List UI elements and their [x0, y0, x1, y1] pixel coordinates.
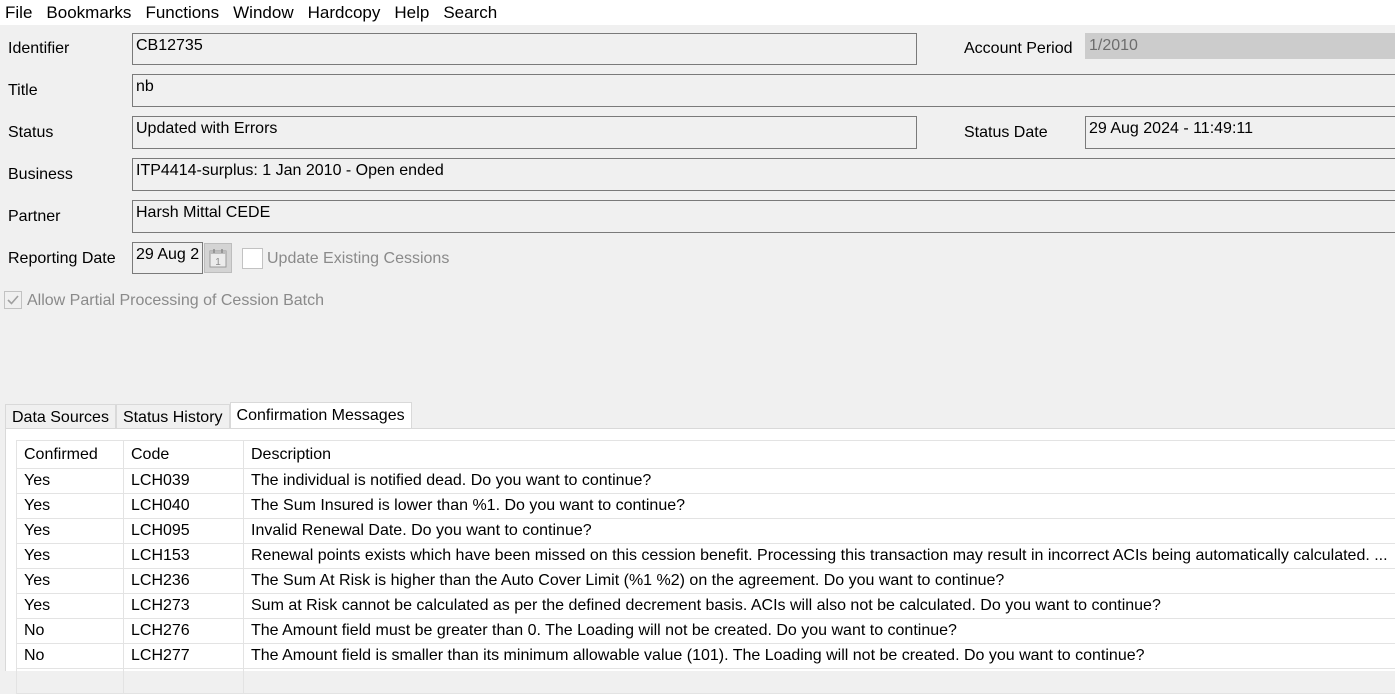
calendar-icon	[209, 248, 227, 268]
allow-partial-checkbox[interactable]	[4, 291, 22, 309]
cell-code: LCH153	[124, 544, 244, 569]
status-date-field: 29 Aug 2024 - 11:49:11	[1085, 116, 1395, 149]
identifier-field[interactable]: CB12735	[132, 33, 917, 65]
cell-confirmed: Yes	[17, 594, 124, 619]
cell-confirmed: No	[17, 644, 124, 669]
cell-description: The individual is notified dead. Do you want to continue?	[244, 469, 1395, 494]
cell-confirmed: Yes	[17, 519, 124, 544]
cell-code: LCH095	[124, 519, 244, 544]
identifier-label: Identifier	[8, 39, 69, 59]
confirmation-messages-table	[16, 440, 1395, 694]
column-header-description[interactable]: Description	[244, 441, 1395, 469]
cell-confirmed: Yes	[17, 469, 124, 494]
status-label: Status	[8, 123, 53, 143]
column-header-code[interactable]: Code	[124, 441, 244, 469]
cell-empty	[244, 669, 1395, 694]
table-row[interactable]	[17, 594, 1395, 619]
cell-code: LCH273	[124, 594, 244, 619]
business-label: Business	[8, 165, 73, 185]
cell-code: LCH277	[124, 644, 244, 669]
column-header-confirmed[interactable]: Confirmed	[17, 441, 124, 469]
reporting-date-field[interactable]: 29 Aug 2	[132, 242, 203, 274]
cell-description: Invalid Renewal Date. Do you want to continue?	[244, 519, 1395, 544]
menu-window[interactable]: Window	[226, 0, 300, 25]
menu-bookmarks[interactable]: Bookmarks	[39, 0, 138, 25]
table-header-row	[17, 441, 1395, 469]
cell-code: LCH236	[124, 569, 244, 594]
cell-description: Renewal points exists which have been missed on this cession benefit. Processing this transaction may result in incorrect ACIs being automatically calculated. ...	[244, 544, 1395, 569]
table-row[interactable]	[17, 569, 1395, 594]
cell-confirmed: Yes	[17, 569, 124, 594]
calendar-button[interactable]	[204, 243, 232, 273]
svg-text:1: 1	[215, 257, 221, 268]
table-row[interactable]	[17, 544, 1395, 569]
cell-description: The Amount field must be greater than 0. The Loading will not be created. Do you want to continue?	[244, 619, 1395, 644]
status-date-label: Status Date	[964, 123, 1048, 143]
table-row[interactable]	[17, 619, 1395, 644]
cell-code: LCH040	[124, 494, 244, 519]
tab-confirmation-messages[interactable]: Confirmation Messages	[230, 402, 412, 431]
status-field: Updated with Errors	[132, 116, 917, 149]
cell-code: LCH039	[124, 469, 244, 494]
cell-description: Sum at Risk cannot be calculated as per the defined decrement basis. ACIs will also not be calculated. Do you want to continue?	[244, 594, 1395, 619]
menu-bar	[0, 0, 1395, 25]
table-row[interactable]	[17, 494, 1395, 519]
table-row-empty	[17, 669, 1395, 694]
menu-search[interactable]: Search	[436, 0, 504, 25]
table-row[interactable]	[17, 519, 1395, 544]
cell-empty	[124, 669, 244, 694]
reporting-date-label: Reporting Date	[8, 249, 116, 269]
cell-code: LCH276	[124, 619, 244, 644]
account-period-label: Account Period	[964, 39, 1073, 59]
cell-description: The Amount field is smaller than its minimum allowable value (101). The Loading will not be created. Do you want to continue?	[244, 644, 1395, 669]
title-field[interactable]: nb	[132, 74, 1395, 107]
cell-confirmed: Yes	[17, 494, 124, 519]
menu-hardcopy[interactable]: Hardcopy	[301, 0, 388, 25]
tab-status-history[interactable]: Status History	[116, 404, 230, 431]
table-row[interactable]	[17, 469, 1395, 494]
checkmark-icon	[6, 293, 20, 307]
cell-confirmed: No	[17, 619, 124, 644]
menu-file[interactable]: File	[0, 0, 39, 25]
partner-field[interactable]: Harsh Mittal CEDE	[132, 200, 1395, 233]
tab-data-sources[interactable]: Data Sources	[5, 404, 116, 431]
tab-bar	[5, 402, 412, 429]
cell-description: The Sum Insured is lower than %1. Do you want to continue?	[244, 494, 1395, 519]
update-existing-checkbox[interactable]	[242, 248, 263, 269]
cell-empty	[17, 669, 124, 694]
partner-label: Partner	[8, 207, 60, 227]
cell-confirmed: Yes	[17, 544, 124, 569]
menu-help[interactable]: Help	[387, 0, 436, 25]
account-period-field: 1/2010	[1085, 33, 1395, 59]
business-field[interactable]: ITP4414-surplus: 1 Jan 2010 - Open ended	[132, 158, 1395, 191]
cell-description: The Sum At Risk is higher than the Auto Cover Limit (%1 %2) on the agreement. Do you want to continue?	[244, 569, 1395, 594]
update-existing-label: Update Existing Cessions	[267, 249, 449, 269]
title-label: Title	[8, 81, 38, 101]
table-row[interactable]	[17, 644, 1395, 669]
allow-partial-label: Allow Partial Processing of Cession Batch	[27, 291, 324, 311]
menu-functions[interactable]: Functions	[138, 0, 226, 25]
